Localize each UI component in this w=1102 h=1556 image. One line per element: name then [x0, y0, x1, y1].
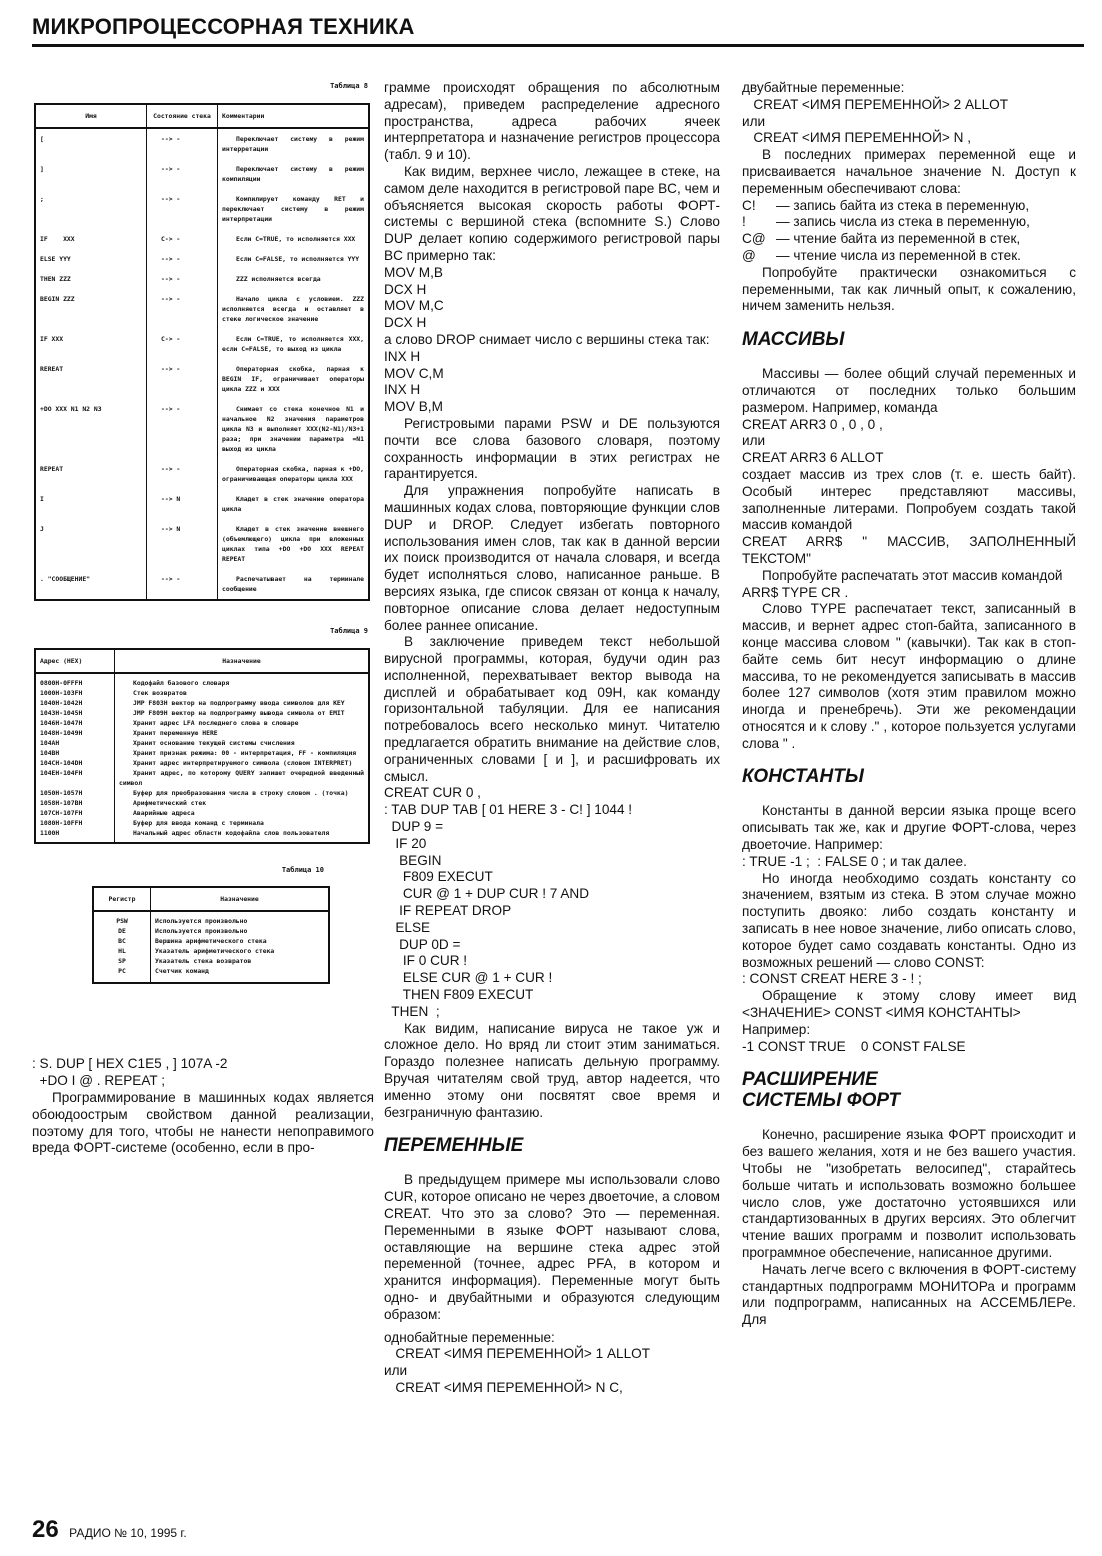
table9-row — [35, 718, 369, 728]
paragraph: Регистровыми парами PSW и DE пользуются почти все слова базового словаря, поэтому сохранность информации в этих регистрах не гарантируется. — [384, 415, 720, 482]
header-rule — [32, 44, 1084, 47]
table9-row — [35, 708, 369, 718]
page-footer — [32, 1516, 187, 1544]
address-cell: 1040H-1042H — [35, 698, 115, 708]
word-name: THEN ZZZ — [35, 269, 147, 289]
code-line: DCX H — [384, 315, 427, 331]
purpose-cell: Хранит признак режима: 00 - интерпретация, FF - компиляция — [133, 748, 357, 757]
code-line: ELSE CUR @ 1 + CUR ! — [384, 970, 553, 986]
comment-cell — [218, 459, 370, 489]
code-line: IF REPEAT DROP — [384, 903, 512, 919]
comment-text: Если C=TRUE, то исполняется XXX — [236, 234, 356, 243]
paragraph: В предыдущем примере мы использовали слово CUR, которое описано не через двоеточие, а словом CREAT. Что это за слово? Это — переменная. Переменными в языке ФОРТ называют слова, оставляющие на вершине стека адрес этой переменной (точнее, адрес PFA, в котором и хранится информация). Переменные могут быть одно- и двубайтными и образуются следующим образом: — [384, 1172, 720, 1322]
table10-body — [93, 911, 329, 983]
comment-cell — [218, 249, 370, 269]
paragraph: Например: — [742, 1021, 811, 1037]
table9-row — [35, 818, 369, 828]
purpose-cell: Стек возвратов — [133, 688, 187, 697]
comment-text: ZZZ исполняется всегда — [236, 274, 321, 283]
purpose-cell: Указатель арифметического стека — [155, 947, 275, 956]
address-cell: 107CH-107FH — [35, 808, 115, 818]
or-label: или — [742, 433, 766, 449]
purpose-cell: JMP F809H вектор на подпрограмму вывода символа от EMIT — [133, 708, 345, 717]
table8-row — [35, 229, 369, 249]
heading-extension: РАСШИРЕНИЕ СИСТЕМЫ ФОРТ — [742, 1069, 900, 1112]
purpose-cell: Буфер для преобразования числа в строку словом . (точка) — [133, 788, 349, 797]
comment-cell — [218, 399, 370, 459]
table8-header-comment: Комментарии — [218, 104, 370, 128]
paragraph: Программирование в машинных кодах является обоюдоострым свойством данной реализации, поэтому для того, чтобы не нанести непоправимого вреда ФОРТ-системе (особенно, если в про- — [32, 1089, 374, 1156]
heading-variables: ПЕРЕМЕННЫЕ — [384, 1135, 524, 1157]
stack-state: C-> - — [147, 329, 218, 359]
address-cell: 1048H-1049H — [35, 728, 115, 738]
table8-row — [35, 329, 369, 359]
purpose-cell: JMP F803H вектор на подпрограмму ввода символов для KEY — [133, 698, 345, 707]
word-name: REREAT — [35, 359, 147, 399]
register-cell: DE — [93, 926, 151, 936]
page-number: 26 — [32, 1516, 59, 1543]
word-name: +DO XXX N1 N2 N3 — [35, 399, 147, 459]
purpose-cell: Хранит основание текущей системы счисления — [133, 738, 295, 747]
purpose-cell: Используется произвольно — [155, 917, 248, 926]
word-name: IF XXX — [35, 329, 147, 359]
section-title: МИКРОПРОЦЕССОРНАЯ ТЕХНИКА — [32, 14, 415, 39]
table8-row — [35, 249, 369, 269]
address-cell: 1058H-107BH — [35, 798, 115, 808]
comment-text: Если C=TRUE, то исполняется XXX, если C=FALSE, то выход из цикла — [222, 334, 364, 353]
stack-state: --> - — [147, 249, 218, 269]
code-line: CREAT ARR3 0 , 0 , 0 , — [742, 416, 883, 432]
code-line: F809 EXECUT — [384, 869, 493, 885]
address-cell: 0800H-0FFFH — [35, 673, 115, 688]
comment-text: Кладет в стек значение внешнего (объемлющего) цикла при вложенных циклах типа +DO +DO XXX REPEAT REPEAT — [222, 524, 364, 563]
code-line: MOV C,M — [384, 365, 444, 381]
paragraph: Конечно, расширение языка ФОРТ происходит и без вашего желания, хотя и не без вашего участия. Чтобы не "изобретать велосипед", старайтесь больше читать и использовать возможно большее число слов, уже достаточно устоявшихся или стандартизованных в других версиях. Это облегчит чтение ваших программ и позволит использовать программное обеспечение, написанное другими. — [742, 1127, 1076, 1261]
comment-text: Операторная скобка, парная к BEGIN IF, ограничивает операторы цикла ZZZ и XXX — [222, 364, 364, 393]
table9-row — [35, 788, 369, 798]
table8-body — [35, 128, 369, 600]
table10-caption: Таблица 10 — [281, 865, 324, 874]
address-cell: 104EH-104FH — [35, 768, 115, 788]
word-name: ; — [35, 189, 147, 229]
paragraph: двубайтные переменные: — [742, 80, 905, 95]
word-name: [ — [35, 128, 147, 159]
stack-state: --> - — [147, 359, 218, 399]
address-cell: 104BH — [35, 748, 115, 758]
comment-text: Переключает систему в режим интерретации — [222, 134, 364, 153]
code-line: +DO I @ . REPEAT ; — [32, 1073, 166, 1089]
word-name: . "СООБЩЕНИЕ" — [35, 569, 147, 600]
code-paragraph: CREAT ARR$ " МАССИВ, ЗАПОЛНЕННЫЙ ТЕКСТОМ" — [742, 534, 1076, 566]
stack-state: --> N — [147, 489, 218, 519]
comment-cell — [218, 269, 370, 289]
comment-cell — [218, 189, 370, 229]
table9-row — [35, 798, 369, 808]
code-line: ELSE — [384, 919, 431, 935]
comment-text: Переключает систему в режим компиляции — [222, 164, 364, 183]
code-line: INX H — [384, 382, 421, 398]
access-word-desc: — запись байта из стека в переменную, — [776, 197, 1030, 213]
table9-row — [35, 673, 369, 688]
address-cell: 104AH — [35, 738, 115, 748]
or-label: или — [384, 1363, 408, 1379]
table10-row — [93, 926, 329, 936]
code-line: : TRUE -1 ; : FALSE 0 ; и так далее. — [742, 853, 967, 869]
left-column — [32, 78, 374, 1157]
access-word-desc: — чтение числа из переменной в стек. — [776, 247, 1021, 263]
table10-row — [93, 946, 329, 956]
table8-row — [35, 569, 369, 600]
code-line: CUR @ 1 + DUP CUR ! 7 AND — [384, 886, 590, 902]
register-cell: HL — [93, 946, 151, 956]
stack-state: --> - — [147, 459, 218, 489]
comment-text: Если C=FALSE, то исполняется YYY — [236, 254, 360, 263]
table9-header-purpose: Назначение — [115, 649, 370, 673]
table8-header-stack: Состояние стека — [147, 104, 218, 128]
address-cell: 1080H-10FFH — [35, 818, 115, 828]
table8-row — [35, 519, 369, 569]
register-cell: SP — [93, 956, 151, 966]
comment-cell — [218, 159, 370, 189]
comment-cell — [218, 569, 370, 600]
address-cell: 1046H-1047H — [35, 718, 115, 728]
table8 — [34, 103, 370, 601]
word-name: ELSE YYY — [35, 249, 147, 269]
code-line: CREAT <ИМЯ ПЕРЕМЕННОЙ> 1 ALLOT — [384, 1346, 651, 1362]
table8-row — [35, 489, 369, 519]
access-word: C! — [742, 197, 756, 213]
comment-cell — [218, 128, 370, 159]
word-name: I — [35, 489, 147, 519]
word-name: BEGIN ZZZ — [35, 289, 147, 329]
table9-caption: Таблица 9 — [330, 626, 368, 635]
code-line: CREAT CUR 0 , — [384, 785, 481, 801]
table10-row — [93, 936, 329, 946]
virus-code-block — [384, 785, 720, 1020]
paragraph: Как видим, верхнее число, лежащее в стеке, на самом деле находится в регистровой паре BC, чем и объясняется высокая скорость работы ФОРТ-системы с вершиной стека (вспомните S.) Слово DUP делает копию содержимого регистровой пары BC примерно так: — [384, 163, 720, 263]
access-word-item — [742, 214, 1076, 231]
table8-row — [35, 459, 369, 489]
code-line: IF 0 CUR ! — [384, 953, 468, 969]
table10-header-reg: Регистр — [93, 887, 151, 911]
table9-body — [35, 673, 369, 843]
purpose-cell: Начальный адрес области кодофайла слов пользователя — [133, 828, 330, 837]
comment-cell — [218, 519, 370, 569]
paragraph: грамме происходят обращения по абсолютным адресам), приведем распределение адресного пространства, адреса рабочих ячеек интерпретатора и назначение регистров процессора (табл. 9 и 10). — [384, 80, 720, 163]
paragraph: а слово DROP снимает число с вершины стека так: — [384, 331, 710, 347]
table8-row — [35, 189, 369, 229]
register-cell: BC — [93, 936, 151, 946]
table9-row — [35, 758, 369, 768]
word-name: J — [35, 519, 147, 569]
comment-cell — [218, 359, 370, 399]
access-word: C@ — [742, 231, 766, 247]
comment-cell — [218, 329, 370, 359]
paragraph: Обращение к этому слову имеет вид <ЗНАЧЕНИЕ> CONST <ИМЯ КОНСТАНТЫ> — [742, 988, 1076, 1021]
stack-state: --> - — [147, 128, 218, 159]
code-line: IF 20 — [384, 835, 427, 851]
access-word-item — [742, 231, 1076, 248]
table8-row — [35, 128, 369, 159]
purpose-cell: Кодофайл базового словаря — [133, 678, 230, 687]
table9-row — [35, 728, 369, 738]
table8-row — [35, 359, 369, 399]
register-cell: PC — [93, 966, 151, 983]
table9-row — [35, 748, 369, 758]
stack-state: C-> - — [147, 229, 218, 249]
right-column — [742, 80, 1076, 1329]
stack-state: --> - — [147, 269, 218, 289]
comment-cell — [218, 229, 370, 249]
access-word-item — [742, 198, 1076, 215]
address-cell: 104CH-104DH — [35, 758, 115, 768]
comment-text: Операторная скобка, парная к +DO, ограничивающая операторы цикла XXX — [222, 464, 364, 483]
purpose-cell: Хранит адрес LFA последнего слова в словаре — [133, 718, 299, 727]
code-line: : CONST CREAT HERE 3 - ! ; — [742, 971, 922, 987]
table8-row — [35, 289, 369, 329]
access-words-list — [742, 198, 1076, 265]
purpose-cell: Хранит адрес, по которому QUERY запишет очередной введенный символ — [119, 768, 364, 787]
paragraph: Попробуйте распечатать этот массив командой — [762, 567, 1063, 583]
paragraph: Как видим, написание вируса не такое уж и сложное дело. Но вряд ли стоит этим заниматься. Гораздо полезнее написать дельную программу. Вручая читателям свой труд, автор надеется, что именно этому они посвятят свое время и безграничную фантазию. — [384, 1020, 720, 1120]
access-word-desc: — запись числа из стека в переменную, — [776, 214, 1030, 230]
access-word: @ — [742, 247, 756, 263]
heading-constants: КОНСТАНТЫ — [742, 766, 864, 788]
stack-state: --> - — [147, 159, 218, 189]
comment-text: Начало цикла с условием. ZZZ исполняется всегда и оставляет в стеке логическое значение — [222, 294, 364, 323]
address-cell: 1050H-1057H — [35, 788, 115, 798]
comment-text: Кладет в стек значение оператора цикла — [222, 494, 364, 513]
code-line: BEGIN — [384, 852, 442, 868]
table9-row — [35, 738, 369, 748]
comment-cell — [218, 489, 370, 519]
comment-text: Компилирует команду RET и переключает систему в режим интерпретации — [222, 194, 364, 223]
code-line: -1 CONST TRUE 0 CONST FALSE — [742, 1038, 966, 1054]
code-line: MOV M,C — [384, 298, 444, 314]
code-line: CREAT ARR3 6 ALLOT — [742, 450, 884, 466]
code-line: CREAT <ИМЯ ПЕРЕМЕННОЙ> N , — [742, 130, 971, 146]
purpose-cell: Буфер для ввода команд с терминала — [133, 818, 264, 827]
paragraph: Попробуйте практически ознакомиться с переменными, так как личный опыт, к сожалению, ничем заменить нельзя. — [742, 264, 1076, 314]
page-header — [32, 14, 1084, 47]
code-line: DCX H — [384, 281, 427, 297]
word-name: REPEAT — [35, 459, 147, 489]
purpose-cell: Указатель стека возвратов — [155, 957, 252, 966]
table9-row — [35, 698, 369, 708]
or-label: или — [742, 113, 766, 129]
code-line: DUP 0D = — [384, 936, 461, 952]
access-word-item — [742, 248, 1076, 265]
code-line: : TAB DUP TAB [ 01 HERE 3 - C! ] 1044 ! — [384, 802, 633, 818]
issue-info: РАДИО № 10, 1995 г. — [69, 1526, 187, 1540]
table8-row — [35, 159, 369, 189]
paragraph: Константы в данной версии языка проще всего описывать так же, как и другие ФОРТ-слова, через двоеточие. Например: — [742, 803, 1076, 853]
stack-state: --> - — [147, 189, 218, 229]
table10-row — [93, 966, 329, 983]
table10-row — [93, 956, 329, 966]
table10-row — [93, 911, 329, 926]
code-line: DUP 9 = — [384, 819, 444, 835]
code-line: THEN F809 EXECUT — [384, 987, 534, 1003]
code-line: CREAT <ИМЯ ПЕРЕМЕННОЙ> N C, — [384, 1379, 623, 1395]
address-cell: 1000H-103FH — [35, 688, 115, 698]
address-cell: 1100H — [35, 828, 115, 843]
stack-state: --> N — [147, 519, 218, 569]
stack-state: --> - — [147, 569, 218, 600]
access-word: ! — [742, 214, 746, 230]
stack-state: --> - — [147, 289, 218, 329]
paragraph: Начать легче всего с включения в ФОРТ-систему стандартных подпрограмм МОНИТОРа и программ или подпрограмм, написанных на АССЕМБЛЕРе. Для — [742, 1261, 1076, 1328]
purpose-cell: Арифметический стек — [133, 798, 207, 807]
code-line: MOV B,M — [384, 399, 443, 415]
comment-text: Снимает со стека конечное N1 и начальное N2 значения параметров цикла N3 и выполняет XXX(N2-N1)/N3+1 раза; при значении параметра =N1 выход из цикла — [222, 404, 364, 453]
purpose-cell: Вершина арифметического стека — [155, 937, 267, 946]
purpose-cell: Хранит переменную HERE — [133, 728, 218, 737]
table9-header-addr: Адрес (HEX) — [35, 649, 115, 673]
table9-row — [35, 828, 369, 843]
paragraph: Но иногда необходимо создать константу со значением, взятым из стека. В этом случае можно поступить двояко: либо создать константу и записать в нее новое значение, либо описать слово, которое будет само создавать константы. Одно из возможных решений — слово CONST: — [742, 870, 1076, 970]
code-line: THEN ; — [384, 1003, 440, 1019]
table8-row — [35, 399, 369, 459]
table9-row — [35, 808, 369, 818]
table10-header-purpose: Назначение — [151, 887, 330, 911]
purpose-cell: Используется произвольно — [155, 927, 248, 936]
word-name: ] — [35, 159, 147, 189]
table10 — [92, 886, 330, 984]
access-word-desc: — чтение байта из переменной в стек, — [776, 231, 1021, 247]
middle-column — [384, 80, 720, 1397]
table8-header-name: Имя — [35, 104, 147, 128]
paragraph: однобайтные переменные: — [384, 1329, 555, 1345]
table9 — [34, 648, 370, 844]
table9-row — [35, 768, 369, 788]
paragraph: В последних примерах переменной еще и присваивается начальное значение N. Доступ к переменным обеспечивают слова: — [742, 147, 1076, 196]
paragraph: создает массив из трех слов (т. е. шесть байт). Особый интерес представляют массивы, заполненные литерами. Попробуем создать такой массив командой — [742, 466, 1076, 533]
table8-caption: Таблица 8 — [330, 82, 368, 90]
paragraph: В заключение приведем текст небольшой вирусной программы, которая, будучи один раз исполненной, перехватывает вектор вывода на дисплей и обрабатывает код 09H, как команду горизонтальной табуляции. Для ее написания потребовалось всего несколько минут. Читателю предлагается обратить внимание на действие слов, ограниченных словами [ и ], и расшифровать их смысл. — [384, 634, 720, 784]
code-line: CREAT <ИМЯ ПЕРЕМЕННОЙ> 2 ALLOT — [742, 96, 1009, 112]
purpose-cell: Счетчик команд — [155, 967, 209, 976]
code-line: ARR$ TYPE CR . — [742, 584, 849, 600]
purpose-cell: Аварийные адреса — [133, 808, 195, 817]
comment-text: Распечатывает на терминале сообщение — [222, 574, 364, 593]
purpose-cell: Хранит адрес интерпретируемого символа (словом INTERPRET) — [133, 758, 353, 767]
code-line: INX H — [384, 348, 421, 364]
paragraph: Для упражнения попробуйте написать в машинных кодах слова, повторяющие функции слов DUP и DROP. Следует избегать повторного использования имен слов, так как в данной версии их поиск производится от начала словаря, и всегда будет исполняться слово, написанное раньше. В версиях языка, где список связан от конца к началу, повторное описание слова делает недоступным более раннее описание. — [384, 483, 720, 633]
table9-row — [35, 688, 369, 698]
paragraph: Массивы — более общий случай переменных и отличаются от последних только большим размером. Например, команда — [742, 366, 1076, 415]
heading-arrays: МАССИВЫ — [742, 329, 845, 351]
comment-cell — [218, 289, 370, 329]
paragraph: Слово TYPE распечатает текст, записанный в массив, и вернет адрес стоп-байта, записанного в конце массива словом " (кавычки). Так как в стоп-байте семь бит несут информацию о длине массива, то не рекомендуется записывать в массив более 127 символов (хотя этим правилом можно иногда и пренебречь). Эти же рекомендации относятся и к слову ." , которое пользуется услугами слова " . — [742, 601, 1076, 751]
register-cell: PSW — [93, 911, 151, 926]
stack-state: --> - — [147, 399, 218, 459]
address-cell: 1043H-1045H — [35, 708, 115, 718]
code-line: MOV M,B — [384, 264, 443, 280]
word-name: IF XXX — [35, 229, 147, 249]
table8-row — [35, 269, 369, 289]
code-line: : S. DUP [ HEX C1E5 , ] 107A -2 — [32, 1056, 228, 1072]
